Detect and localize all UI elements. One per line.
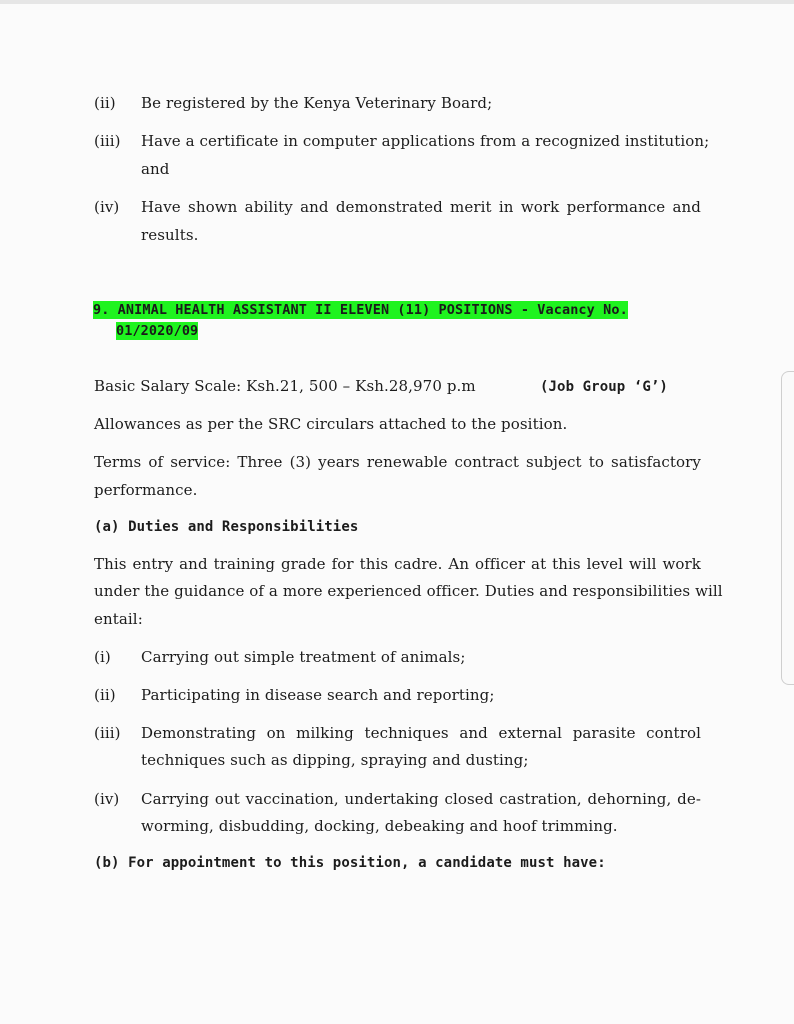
duties-intro-cont: under the guidance of a more experienced officer. Duties and responsibilities will (94, 582, 723, 600)
position-heading (93, 300, 628, 320)
list-item-text-cont: results. (141, 226, 199, 244)
list-item-text: Have a certificate in computer applications from a recognized institution; (141, 132, 710, 150)
terms-text: Terms of service: Three (3) years renewable contract subject to satisfactory (94, 453, 701, 471)
allowances-text: Allowances as per the SRC circulars attached to the position. (94, 415, 568, 433)
duties-intro: This entry and training grade for this cadre. An officer at this level will work (94, 555, 701, 573)
appointment-heading: (b) For appointment to this position, a candidate must have: (94, 855, 606, 871)
duties-heading: (a) Duties and Responsibilities (94, 519, 359, 535)
list-item-text-cont: worming, disbudding, docking, debeaking and hoof trimming. (141, 817, 618, 835)
list-number: (ii) (94, 94, 116, 112)
position-heading-line1: 9. ANIMAL HEALTH ASSISTANT II ELEVEN (11) POSITIONS - Vacancy No. (93, 302, 628, 318)
page-top-edge (0, 0, 794, 4)
list-number: (iii) (94, 132, 121, 150)
job-group: (Job Group ‘G’) (540, 379, 668, 395)
duties-intro-end: entail: (94, 610, 143, 628)
list-item-text: Be registered by the Kenya Veterinary Board; (141, 94, 493, 112)
list-number: (i) (94, 648, 111, 666)
list-number: (ii) (94, 686, 116, 704)
list-item-text-cont: techniques such as dipping, spraying and dusting; (141, 751, 529, 769)
side-scroll-handle[interactable] (781, 371, 794, 685)
list-number: (iv) (94, 198, 120, 216)
list-item-text-cont: and (141, 160, 170, 178)
terms-text-cont: performance. (94, 481, 198, 499)
position-heading-cont (116, 321, 198, 341)
list-item-text: Demonstrating on milking techniques and external parasite control (141, 724, 701, 742)
list-item-text: Carrying out vaccination, undertaking closed castration, dehorning, de- (141, 790, 701, 808)
list-item-text: Participating in disease search and reporting; (141, 686, 495, 704)
salary-scale: Basic Salary Scale: Ksh.21, 500 – Ksh.28,970 p.m (94, 377, 476, 395)
list-number: (iv) (94, 790, 120, 808)
list-number: (iii) (94, 724, 121, 742)
list-item-text: Carrying out simple treatment of animals; (141, 648, 466, 666)
position-heading-line2: 01/2020/09 (116, 323, 199, 339)
list-item-text: Have shown ability and demonstrated merit in work performance and (141, 198, 701, 216)
